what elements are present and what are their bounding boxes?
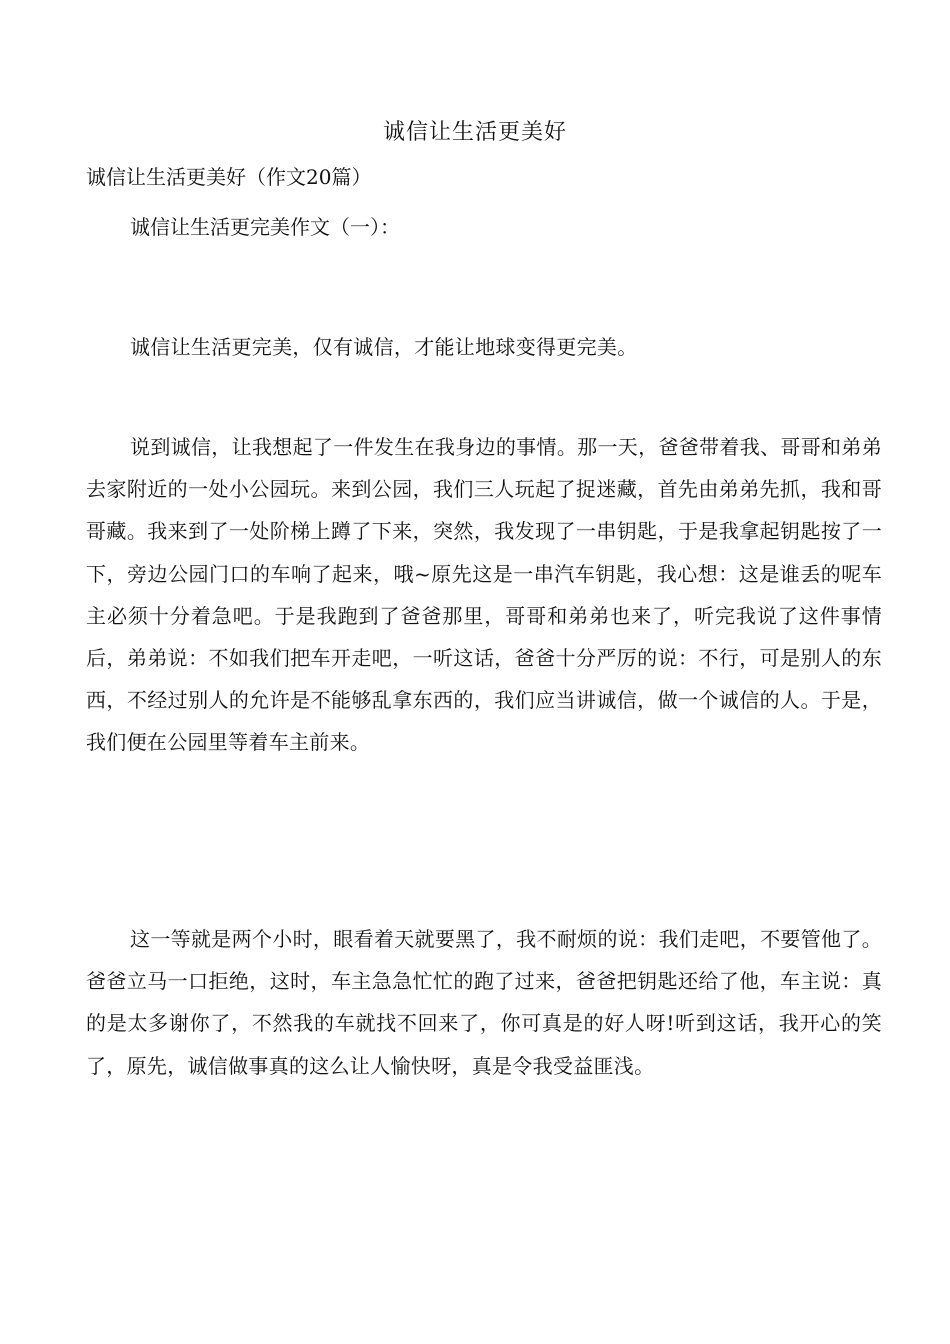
paragraph-story: 说到诚信，让我想起了一件发生在我身边的事情。那一天，爸爸带着我、哥哥和弟弟去家附近的一处小公园玩。来到公园，我们三人玩起了捉迷藏，首先由弟弟先抓，我和哥哥藏。我来到了一处阶梯上蹲了下来，突然，我发现了一串钥匙，于是我拿起钥匙按了一下，旁边公园门口的车响了起来，哦~原先这是一串汽车钥匙，我心想：这是谁丢的呢车主必须十分着急吧。于是我跑到了爸爸那里，哥哥和弟弟也来了，听完我说了这件事情后，弟弟说：不如我们把车开走吧，一听这话，爸爸十分严厉的说：不行，可是别人的东西，不经过别人的允许是不能够乱拿东西的，我们应当讲诚信，做一个诚信的人。于是，我们便在公园里等着车主前来。 — [86, 435, 882, 755]
document-title: 诚信让生活更美好 — [382, 120, 567, 145]
paragraph-ending: 这一等就是两个小时，眼看着天就要黑了，我不耐烦的说：我们走吧，不要管他了。爸爸立马一口拒绝，这时，车主急急忙忙的跑了过来，爸爸把钥匙还给了他，车主说：真的是太多谢你了，不然我的车就找不回来了，你可真是的好人呀!听到这话，我开心的笑了，原先，诚信做事真的这么让人愉快呀，真是令我受益匪浅。 — [86, 927, 882, 1078]
document-subtitle: 诚信让生活更美好（作文20篇） — [86, 165, 372, 189]
section-heading: 诚信让生活更完美作文（一）： — [130, 215, 400, 239]
paragraph-intro: 诚信让生活更完美，仅有诚信，才能让地球变得更完美。 — [130, 335, 638, 359]
